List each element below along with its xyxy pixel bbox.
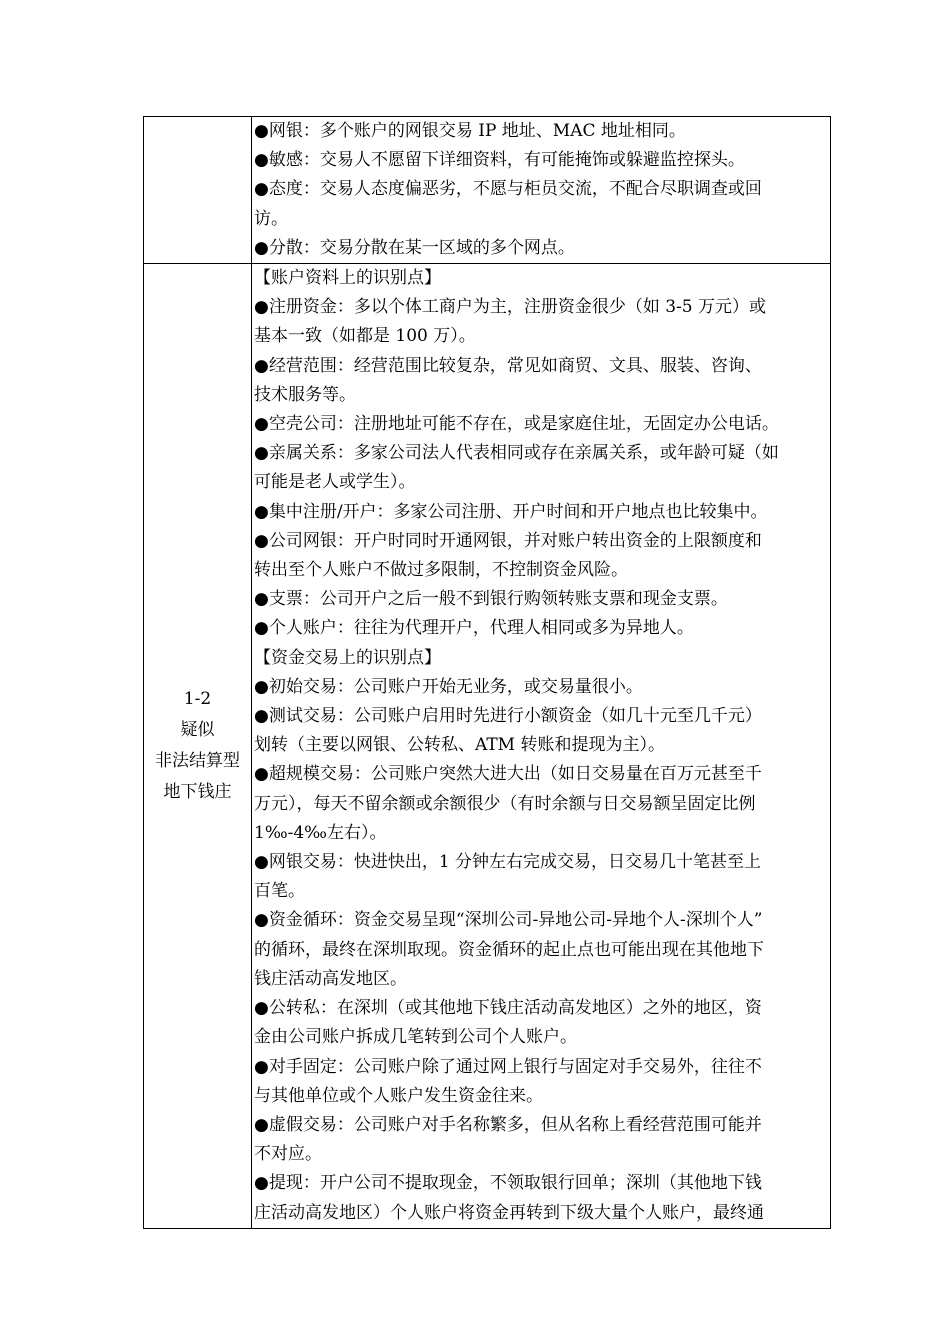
text-line: ●分散：交易分散在某一区域的多个网点。 xyxy=(254,237,575,258)
text-line: 划转（主要以网银、公转私、ATM 转账和提现为主）。 xyxy=(254,735,665,756)
text-line: ●空壳公司：注册地址可能不存在，或是家庭住址，无固定办公电话。 xyxy=(254,414,779,435)
text-line: 【资金交易上的识别点】 xyxy=(254,647,441,668)
description-cell xyxy=(252,117,831,264)
text-line: 万元），每天不留余额或余额很少（有时余额与日交易额呈固定比例 xyxy=(254,793,756,814)
category-label: 非法结算型 xyxy=(155,750,240,771)
text-line: ●初始交易：公司账户开始无业务，或交易量很小。 xyxy=(254,676,643,697)
text-line: ●资金循环：资金交易呈现“深圳公司-异地公司-异地个人-深圳个人” xyxy=(254,910,763,931)
text-line: 的循环，最终在深圳取现。资金循环的起止点也可能出现在其他地下 xyxy=(254,939,764,960)
text-line: 转出至个人账户不做过多限制，不控制资金风险。 xyxy=(254,560,628,581)
text-line: ●个人账户：往往为代理开户，代理人相同或多为异地人。 xyxy=(254,618,694,639)
text-line: 技术服务等。 xyxy=(254,384,356,405)
text-line: 1‰-4‰左右）。 xyxy=(254,822,387,843)
text-line: ●经营范围：经营范围比较复杂，常见如商贸、文具、服装、咨询、 xyxy=(254,355,762,376)
text-line: ●公司网银：开户时同时开通网银，并对账户转出资金的上限额度和 xyxy=(254,530,762,551)
text-line: ●集中注册/开户：多家公司注册、开户时间和开户地点也比较集中。 xyxy=(254,501,768,522)
text-line: 与其他单位或个人账户发生资金往来。 xyxy=(254,1085,543,1106)
category-label: 疑似 xyxy=(180,719,215,740)
text-line: ●公转私：在深圳（或其他地下钱庄活动高发地区）之外的地区，资 xyxy=(254,998,762,1019)
text-line: ●提现：开户公司不提取现金，不领取银行回单；深圳（其他地下钱 xyxy=(254,1173,762,1194)
text-line: ●态度：交易人态度偏恶劣，不愿与柜员交流，不配合尽职调查或回 xyxy=(254,179,762,200)
description-cell xyxy=(252,264,831,1229)
text-line: ●对手固定：公司账户除了通过网上银行与固定对手交易外，往往不 xyxy=(254,1056,762,1077)
text-line: 金由公司账户拆成几笔转到公司个人账户。 xyxy=(254,1027,577,1048)
identification-table xyxy=(143,116,831,1229)
category-cell xyxy=(144,117,252,264)
text-line: ●注册资金：多以个体工商户为主，注册资金很少（如 3-5 万元）或 xyxy=(254,297,767,318)
text-line: 基本一致（如都是 100 万）。 xyxy=(254,326,476,347)
text-line: ●网银交易：快进快出，1 分钟左右完成交易，日交易几十笔甚至上 xyxy=(254,852,762,873)
text-line: 百笔。 xyxy=(254,881,305,902)
category-cell xyxy=(144,264,252,1229)
text-line: 钱庄活动高发地区。 xyxy=(254,968,407,989)
text-line: 【账户资料上的识别点】 xyxy=(254,268,441,289)
table-row xyxy=(144,117,831,264)
text-line: ●超规模交易：公司账户突然大进大出（如日交易量在百万元甚至千 xyxy=(254,764,762,785)
text-line: ●敏感：交易人不愿留下详细资料，有可能掩饰或躲避监控探头。 xyxy=(254,150,745,171)
text-line: 可能是老人或学生）。 xyxy=(254,472,416,493)
text-line: 不对应。 xyxy=(254,1144,322,1165)
text-line: ●测试交易：公司账户启用时先进行小额资金（如几十元至几千元） xyxy=(254,706,762,727)
text-line: ●亲属关系：多家公司法人代表相同或存在亲属关系，或年龄可疑（如 xyxy=(254,443,779,464)
text-line: ●网银：多个账户的网银交易 IP 地址、MAC 地址相同。 xyxy=(254,121,686,141)
text-line: 庄活动高发地区）个人账户将资金再转到下级大量个人账户，最终通 xyxy=(254,1202,764,1223)
text-line: ●支票：公司开户之后一般不到银行购领转账支票和现金支票。 xyxy=(254,589,728,610)
text-line: 访。 xyxy=(254,208,288,229)
text-line: ●虚假交易：公司账户对手名称繁多，但从名称上看经营范围可能并 xyxy=(254,1114,762,1135)
table-row xyxy=(144,264,831,1229)
category-label: 1-2 xyxy=(183,688,212,709)
category-label: 地下钱庄 xyxy=(163,781,232,802)
